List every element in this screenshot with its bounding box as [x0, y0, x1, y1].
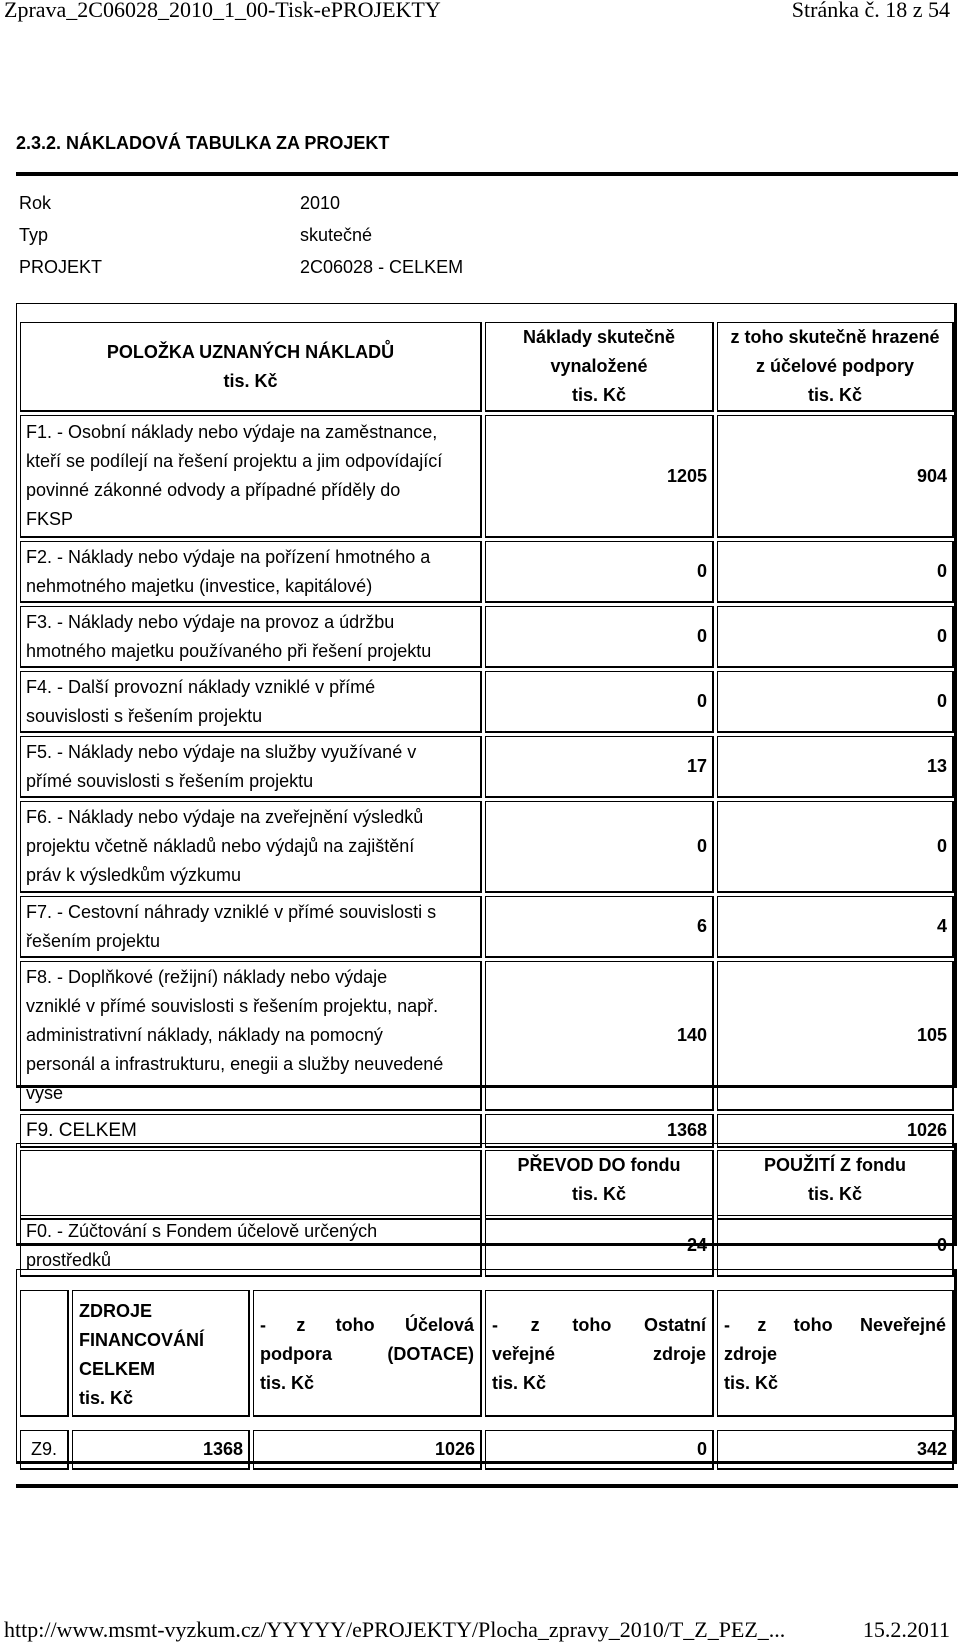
fund-header-transfer-line: PŘEVOD DO fondu — [517, 1155, 681, 1175]
label-line: souvislosti s řešením projektu — [26, 705, 263, 726]
label-line: F9. CELKEM — [26, 1120, 137, 1141]
cost-row-f8-spent: 140 — [485, 961, 714, 1111]
meta-value-type: skutečné — [300, 225, 373, 245]
page-header-right: Stránka č. 18 z 54 — [791, 0, 950, 22]
header-line: zdroje — [724, 1344, 778, 1364]
bottom-divider — [16, 1484, 958, 1488]
meta-value-project: 2C06028 - CELKEM — [300, 257, 464, 277]
cost-row-f8-label — [20, 961, 482, 1111]
header-line: FINANCOVÁNÍ — [79, 1330, 204, 1350]
label-line: F6. - Náklady nebo výdaje na zveřejnění výsledků — [26, 807, 424, 827]
label-line: F0. - Zúčtování s Fondem účelově určených — [26, 1220, 378, 1241]
label-line: řešením projektu — [26, 930, 161, 951]
cost-header-spent-line: vynaložené — [550, 356, 648, 376]
cost-row-f4-label — [20, 671, 482, 733]
cost-header-item-line: tis. Kč — [223, 370, 278, 391]
fund-row-label — [20, 1215, 482, 1277]
cost-row-f2-label — [20, 541, 482, 603]
cost-row-f5-spent: 17 — [485, 736, 714, 798]
section-divider — [16, 172, 958, 176]
label-line: F3. - Náklady nebo výdaje na provoz a údržbu — [26, 611, 395, 632]
fund-header-use — [717, 1150, 954, 1220]
cost-row-f3-spent: 0 — [485, 606, 714, 668]
sources-header-public — [485, 1290, 714, 1417]
cost-row-f6-funded: 0 — [717, 801, 954, 893]
label-line: povinné zákonné odvody a případné příděly do — [26, 480, 401, 500]
fund-header-use-line: tis. Kč — [807, 1184, 863, 1204]
fund-header-use-line: POUŽITÍ Z fondu — [764, 1155, 906, 1175]
label-line: FKSP — [26, 509, 74, 529]
meta-value-year: 2010 — [300, 193, 341, 213]
header-line: tis. Kč — [724, 1373, 779, 1393]
cost-header-spent-line: Náklady skutečně — [522, 327, 676, 347]
cost-header-funded-line: z účelové podpory — [755, 356, 915, 376]
sources-row-total: 1368 — [72, 1430, 250, 1470]
fund-header-empty — [20, 1150, 482, 1220]
meta-label-type: Typ — [19, 225, 49, 245]
cost-row-f7-spent: 6 — [485, 896, 714, 958]
cost-total-funded: 1026 — [717, 1114, 954, 1148]
header-line: - z toho Ostatní — [492, 1315, 706, 1335]
cost-row-f7-label — [20, 896, 482, 958]
sources-header-total — [72, 1290, 250, 1417]
header-line: veřejné zdroje — [492, 1344, 706, 1364]
page-footer-url: http://www.msmt-vyzkum.cz/YYYYY/ePROJEKTY/Plocha_zpravy_2010/T_Z_PEZ_... — [4, 1617, 786, 1642]
label-line: prostředků — [26, 1249, 112, 1270]
cost-row-f2-spent: 0 — [485, 541, 714, 603]
cost-header-funded-line: z toho skutečně hrazené — [730, 327, 940, 347]
label-line: F7. - Cestovní náhrady vzniklé v přímé souvislosti s — [26, 901, 437, 922]
label-line: F4. - Další provozní náklady vzniklé v přímé — [26, 676, 376, 697]
cost-row-f5-label — [20, 736, 482, 798]
sources-row-subsidy: 1026 — [253, 1430, 482, 1470]
sources-row-label: Z9. — [20, 1430, 69, 1470]
cost-row-f1-spent: 1205 — [485, 415, 714, 538]
cost-row-f3-label — [20, 606, 482, 668]
label-line: přímé souvislosti s řešením projektu — [26, 770, 314, 791]
label-line: personál a infrastrukturu, enegii a služby neuvedené — [26, 1054, 444, 1074]
cost-row-f7-funded: 4 — [717, 896, 954, 958]
label-line: F8. - Doplňkové (režijní) náklady nebo výdaje — [26, 967, 388, 987]
label-line: vzniklé v přímé souvislosti s řešením projektu, např. — [26, 996, 439, 1016]
header-line: podpora (DOTACE) — [260, 1344, 474, 1364]
fund-header-transfer-line: tis. Kč — [571, 1184, 627, 1204]
section-title: 2.3.2. NÁKLADOVÁ TABULKA ZA PROJEKT — [16, 133, 390, 153]
label-line: výše — [26, 1083, 64, 1103]
label-line: F2. - Náklady nebo výdaje na pořízení hmotného a — [26, 546, 431, 567]
fund-header-transfer — [485, 1150, 714, 1220]
cost-row-f3-funded: 0 — [717, 606, 954, 668]
cost-row-f4-spent: 0 — [485, 671, 714, 733]
cost-total-label — [20, 1114, 482, 1148]
cost-total-spent: 1368 — [485, 1114, 714, 1148]
label-line: administrativní náklady, náklady na pomocný — [26, 1025, 383, 1045]
cost-row-f4-funded: 0 — [717, 671, 954, 733]
sources-header-empty — [20, 1290, 69, 1417]
header-line: tis. Kč — [492, 1373, 547, 1393]
header-line: - z toho Účelová — [260, 1315, 474, 1335]
cost-header-spent — [485, 322, 714, 412]
cost-row-f6-spent: 0 — [485, 801, 714, 893]
cost-row-f8-funded: 105 — [717, 961, 954, 1111]
label-line: projektu včetně nákladů nebo výdajů na zajištění — [26, 836, 415, 856]
header-line: CELKEM — [79, 1359, 155, 1379]
label-line: F5. - Náklady nebo výdaje na služby využívané v — [26, 741, 417, 762]
page-header-left: Zprava_2C06028_2010_1_00-Tisk-ePROJEKTY — [4, 0, 441, 22]
sources-header-private — [717, 1290, 954, 1417]
fund-row-transfer: 24 — [485, 1215, 714, 1277]
sources-header-subsidy — [253, 1290, 482, 1417]
meta-label-project: PROJEKT — [19, 257, 103, 277]
label-line: hmotného majetku používaného při řešení projektu — [26, 640, 432, 661]
cost-row-f1-funded: 904 — [717, 415, 954, 538]
cost-row-f5-funded: 13 — [717, 736, 954, 798]
page-footer-date: 15.2.2011 — [862, 1617, 950, 1642]
cost-row-f6-label — [20, 801, 482, 893]
cost-header-funded-line: tis. Kč — [807, 385, 863, 405]
meta-label-year: Rok — [19, 193, 52, 213]
label-line: F1. - Osobní náklady nebo výdaje na zaměstnance, — [26, 422, 438, 442]
cost-header-item-line: POLOŽKA UZNANÝCH NÁKLADŮ — [106, 341, 395, 362]
cost-header-item — [20, 322, 482, 412]
header-line: tis. Kč — [79, 1388, 134, 1408]
sources-row-private: 342 — [717, 1430, 954, 1470]
cost-header-spent-line: tis. Kč — [571, 385, 627, 405]
fund-row-use: 0 — [717, 1215, 954, 1277]
label-line: práv k výsledkům výzkumu — [26, 865, 242, 885]
header-line: ZDROJE — [79, 1301, 153, 1321]
sources-row-public: 0 — [485, 1430, 714, 1470]
header-line: - z toho Neveřejné — [724, 1315, 946, 1335]
cost-row-f2-funded: 0 — [717, 541, 954, 603]
cost-row-f1-label — [20, 415, 482, 538]
label-line: kteří se podílejí na řešení projektu a jim odpovídající — [26, 451, 443, 471]
cost-header-funded — [717, 322, 954, 412]
label-line: nehmotného majetku (investice, kapitálové) — [26, 575, 373, 596]
header-line: tis. Kč — [260, 1373, 315, 1393]
